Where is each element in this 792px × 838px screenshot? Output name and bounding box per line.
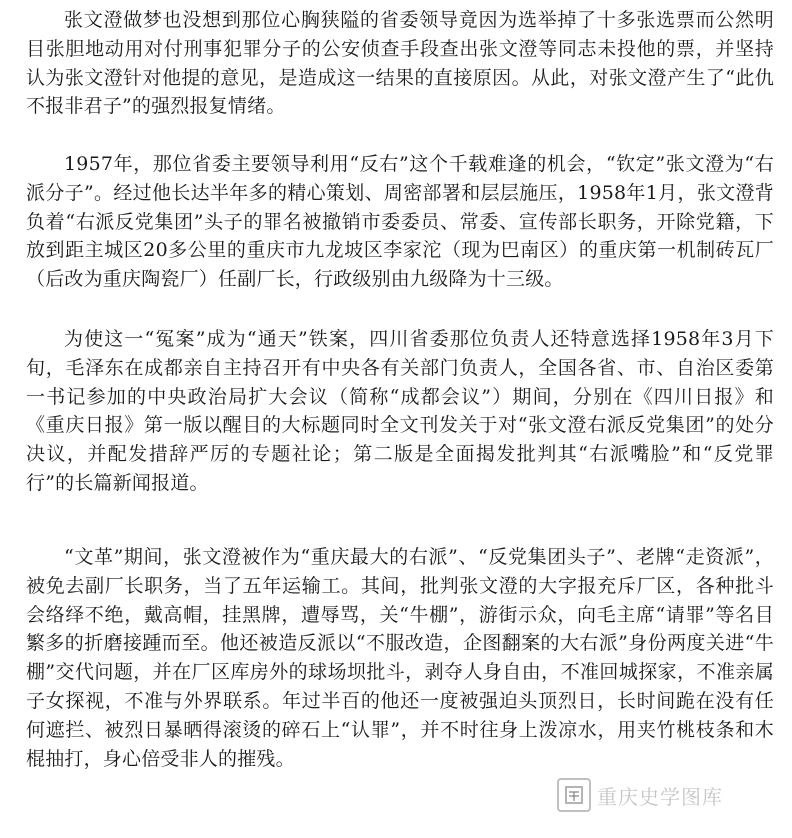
paragraph-3-text: 为使这一“冤案”成为“通天”铁案，四川省委那位负责人还特意选择1958年3月下旬，毛泽东在成都亲自主持召开有中央各有关部门负责人，全国各省、市、自治区委第一书记参加的中央政治局扩大会议（简称“成都会议”）期间，分别在《四川日报》和《重庆日报》第一版以醒目的大标题同时全文刊发关于对“张文澄右派反党集团”的处分决议，并配发措辞严厉的专题社论；第二版是全面揭发批判其“右派嘴脸”和“反党罪行”的长篇新闻报道。: [26, 328, 774, 494]
paragraph-2: [26, 150, 774, 294]
watermark: [557, 776, 777, 814]
paragraph-3: [26, 325, 774, 498]
archive-seal-icon: [557, 778, 591, 812]
paragraph-1-text: 张文澄做梦也没想到那位心胸狭隘的省委领导竟因为选举掉了十多张选票而公然明目张胆地动用对付刑事犯罪分子的公安侦查手段查出张文澄等同志未投他的票，并坚持认为张文澄针对他提的意见，是造成这一结果的直接原因。从此，对张文澄产生了“此仇不报非君子”的强烈报复情绪。: [26, 9, 774, 118]
paragraph-4: [26, 543, 774, 773]
paragraph-4-text: “文革”期间，张文澄被作为“重庆最大的右派”、“反党集团头子”、老牌“走资派”，被免去副厂长职务，当了五年运输工。其间，批判张文澄的大字报充斥厂区，各种批斗会络绎不绝，戴高帽，挂黑牌，遭辱骂，关“牛棚”，游街示众，向毛主席“请罪”等名目繁多的折磨接踵而至。他还被造反派以“不服改造，企图翻案的大右派”身份两度关进“牛棚”交代问题，并在厂区库房外的球场坝批斗，剥夺人身自由，不准回城探家，不准亲属子女探视，不准与外界联系。年过半百的他还一度被强迫头顶烈日，长时间跪在没有任何遮拦、被烈日暴晒得滚烫的碎石上“认罪”，并不时往身上泼凉水，用夹竹桃枝条和木棍抽打，身心倍受非人的摧残。: [26, 546, 774, 770]
paragraph-1: [26, 6, 774, 121]
paragraph-2-text: 1957年，那位省委主要领导利用“反右”这个千载难逢的机会，“钦定”张文澄为“右派分子”。经过他长达半年多的精心策划、周密部署和层层施压，1958年1月，张文澄背负着“右派反党集团”头子的罪名被撤销市委委员、常委、宣传部长职务，开除党籍，下放到距主城区20多公里的重庆市九龙坡区李家沱（现为巴南区）的重庆第一机制砖瓦厂（后改为重庆陶瓷厂）任副厂长，行政级别由九级降为十三级。: [26, 153, 774, 291]
watermark-label: 重庆史学图库: [597, 784, 723, 809]
